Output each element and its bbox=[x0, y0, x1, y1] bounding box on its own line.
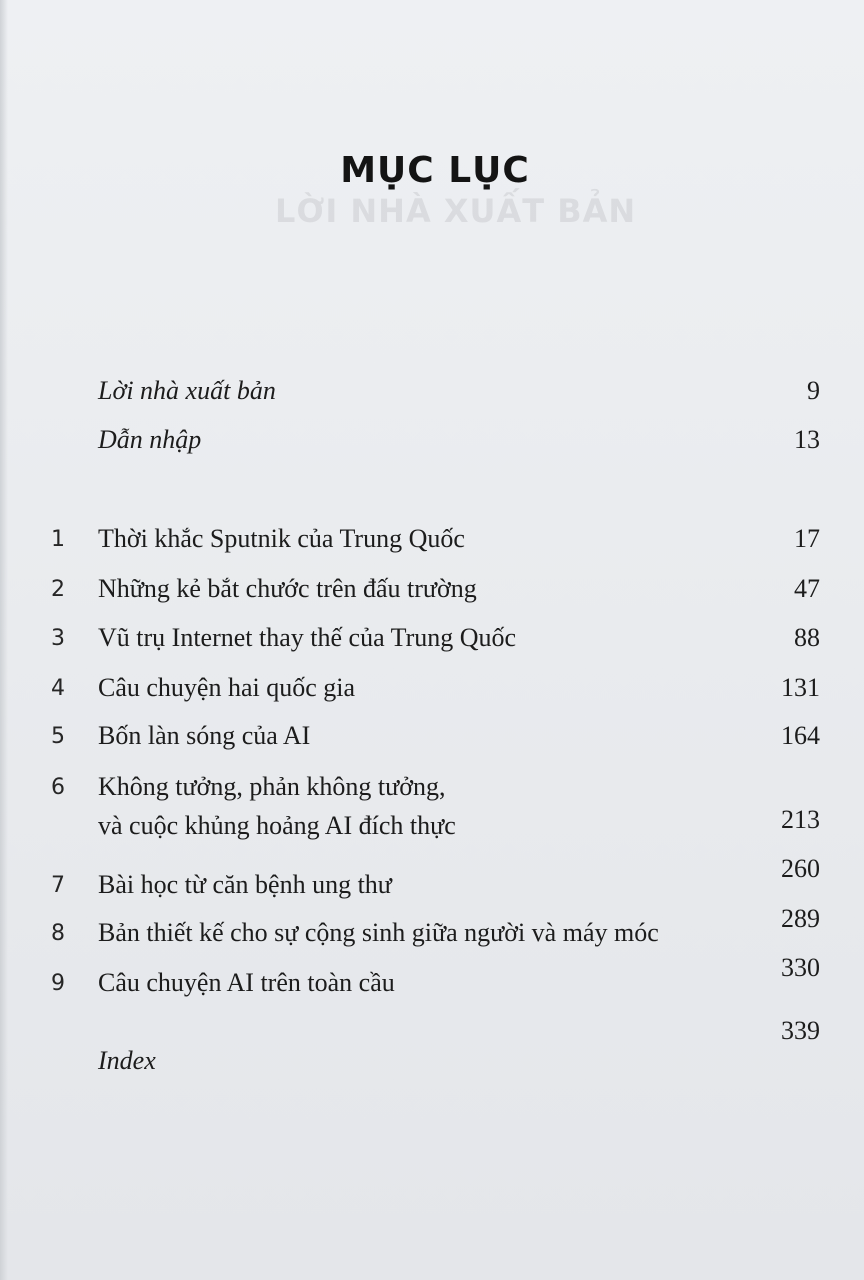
toc-entry-label-line2: và cuộc khủng hoảng AI đích thực bbox=[98, 811, 456, 840]
toc-entry-chapter-3 bbox=[0, 623, 864, 663]
page-title: MỤC LỤC bbox=[340, 150, 530, 191]
toc-entry-label: Index bbox=[98, 1046, 156, 1075]
chapter-number: 2 bbox=[51, 577, 65, 602]
toc-entry-label: Thời khắc Sputnik của Trung Quốc bbox=[98, 524, 465, 553]
chapter-number: 3 bbox=[51, 626, 65, 651]
toc-entry-preface bbox=[0, 376, 864, 416]
toc-entry-page: 17 bbox=[794, 524, 820, 553]
chapter-number: 6 bbox=[51, 775, 65, 800]
chapter-number: 7 bbox=[51, 873, 65, 898]
toc-entry-label: Vũ trụ Internet thay thế của Trung Quốc bbox=[98, 623, 517, 652]
toc-entry-label: Bài học từ căn bệnh ung thư bbox=[98, 870, 392, 899]
toc-entry-chapter-2 bbox=[0, 574, 864, 614]
toc-entry-page: 47 bbox=[794, 574, 820, 603]
toc-entry-chapter-7 bbox=[0, 854, 864, 910]
toc-entry-index bbox=[0, 1016, 864, 1086]
toc-entry-page: 213 bbox=[781, 805, 820, 834]
toc-entry-label: Những kẻ bắt chước trên đấu trường bbox=[98, 574, 477, 603]
toc-entry-chapter-9 bbox=[0, 953, 864, 1008]
toc-entry-chapter-8 bbox=[0, 904, 864, 958]
toc-entry-page: 9 bbox=[807, 376, 820, 405]
toc-entry-page: 13 bbox=[794, 425, 820, 454]
toc-entry-page: 164 bbox=[781, 721, 820, 750]
chapter-number: 5 bbox=[51, 724, 65, 749]
toc-entry-chapter-6-cont bbox=[0, 805, 864, 851]
toc-entry-label: Câu chuyện hai quốc gia bbox=[98, 673, 356, 702]
chapter-number: 4 bbox=[51, 676, 65, 701]
toc-entry-page: 339 bbox=[781, 1016, 820, 1045]
chapter-number: 1 bbox=[51, 527, 65, 552]
toc-entry-page: 289 bbox=[781, 904, 820, 933]
toc-entry-chapter-1 bbox=[0, 524, 864, 564]
toc-entry-label: Bốn làn sóng của AI bbox=[98, 721, 311, 750]
chapter-number: 8 bbox=[51, 921, 65, 946]
toc-entry-page: 88 bbox=[794, 623, 820, 652]
chapter-number: 9 bbox=[51, 971, 65, 996]
toc-entry-chapter-4 bbox=[0, 673, 864, 713]
toc-entry-label: Lời nhà xuất bản bbox=[98, 376, 276, 405]
toc-entry-page: 330 bbox=[781, 953, 820, 982]
toc-entry-chapter-5 bbox=[0, 721, 864, 761]
toc-entry-introduction bbox=[0, 425, 864, 465]
toc-entry-page: 131 bbox=[781, 673, 820, 702]
toc-entry-label: Câu chuyện AI trên toàn cầu bbox=[98, 968, 395, 997]
toc-entry-label: Dẫn nhập bbox=[98, 425, 202, 454]
toc-entry-chapter-6 bbox=[0, 772, 864, 812]
bleed-through-heading: LỜI NHÀ XUẤT BẢN bbox=[275, 192, 637, 230]
toc-entry-label-line1: Không tưởng, phản không tưởng, bbox=[98, 772, 446, 801]
toc-entry-page: 260 bbox=[781, 854, 820, 883]
toc-entry-label: Bản thiết kế cho sự cộng sinh giữa người và máy móc bbox=[98, 918, 659, 947]
